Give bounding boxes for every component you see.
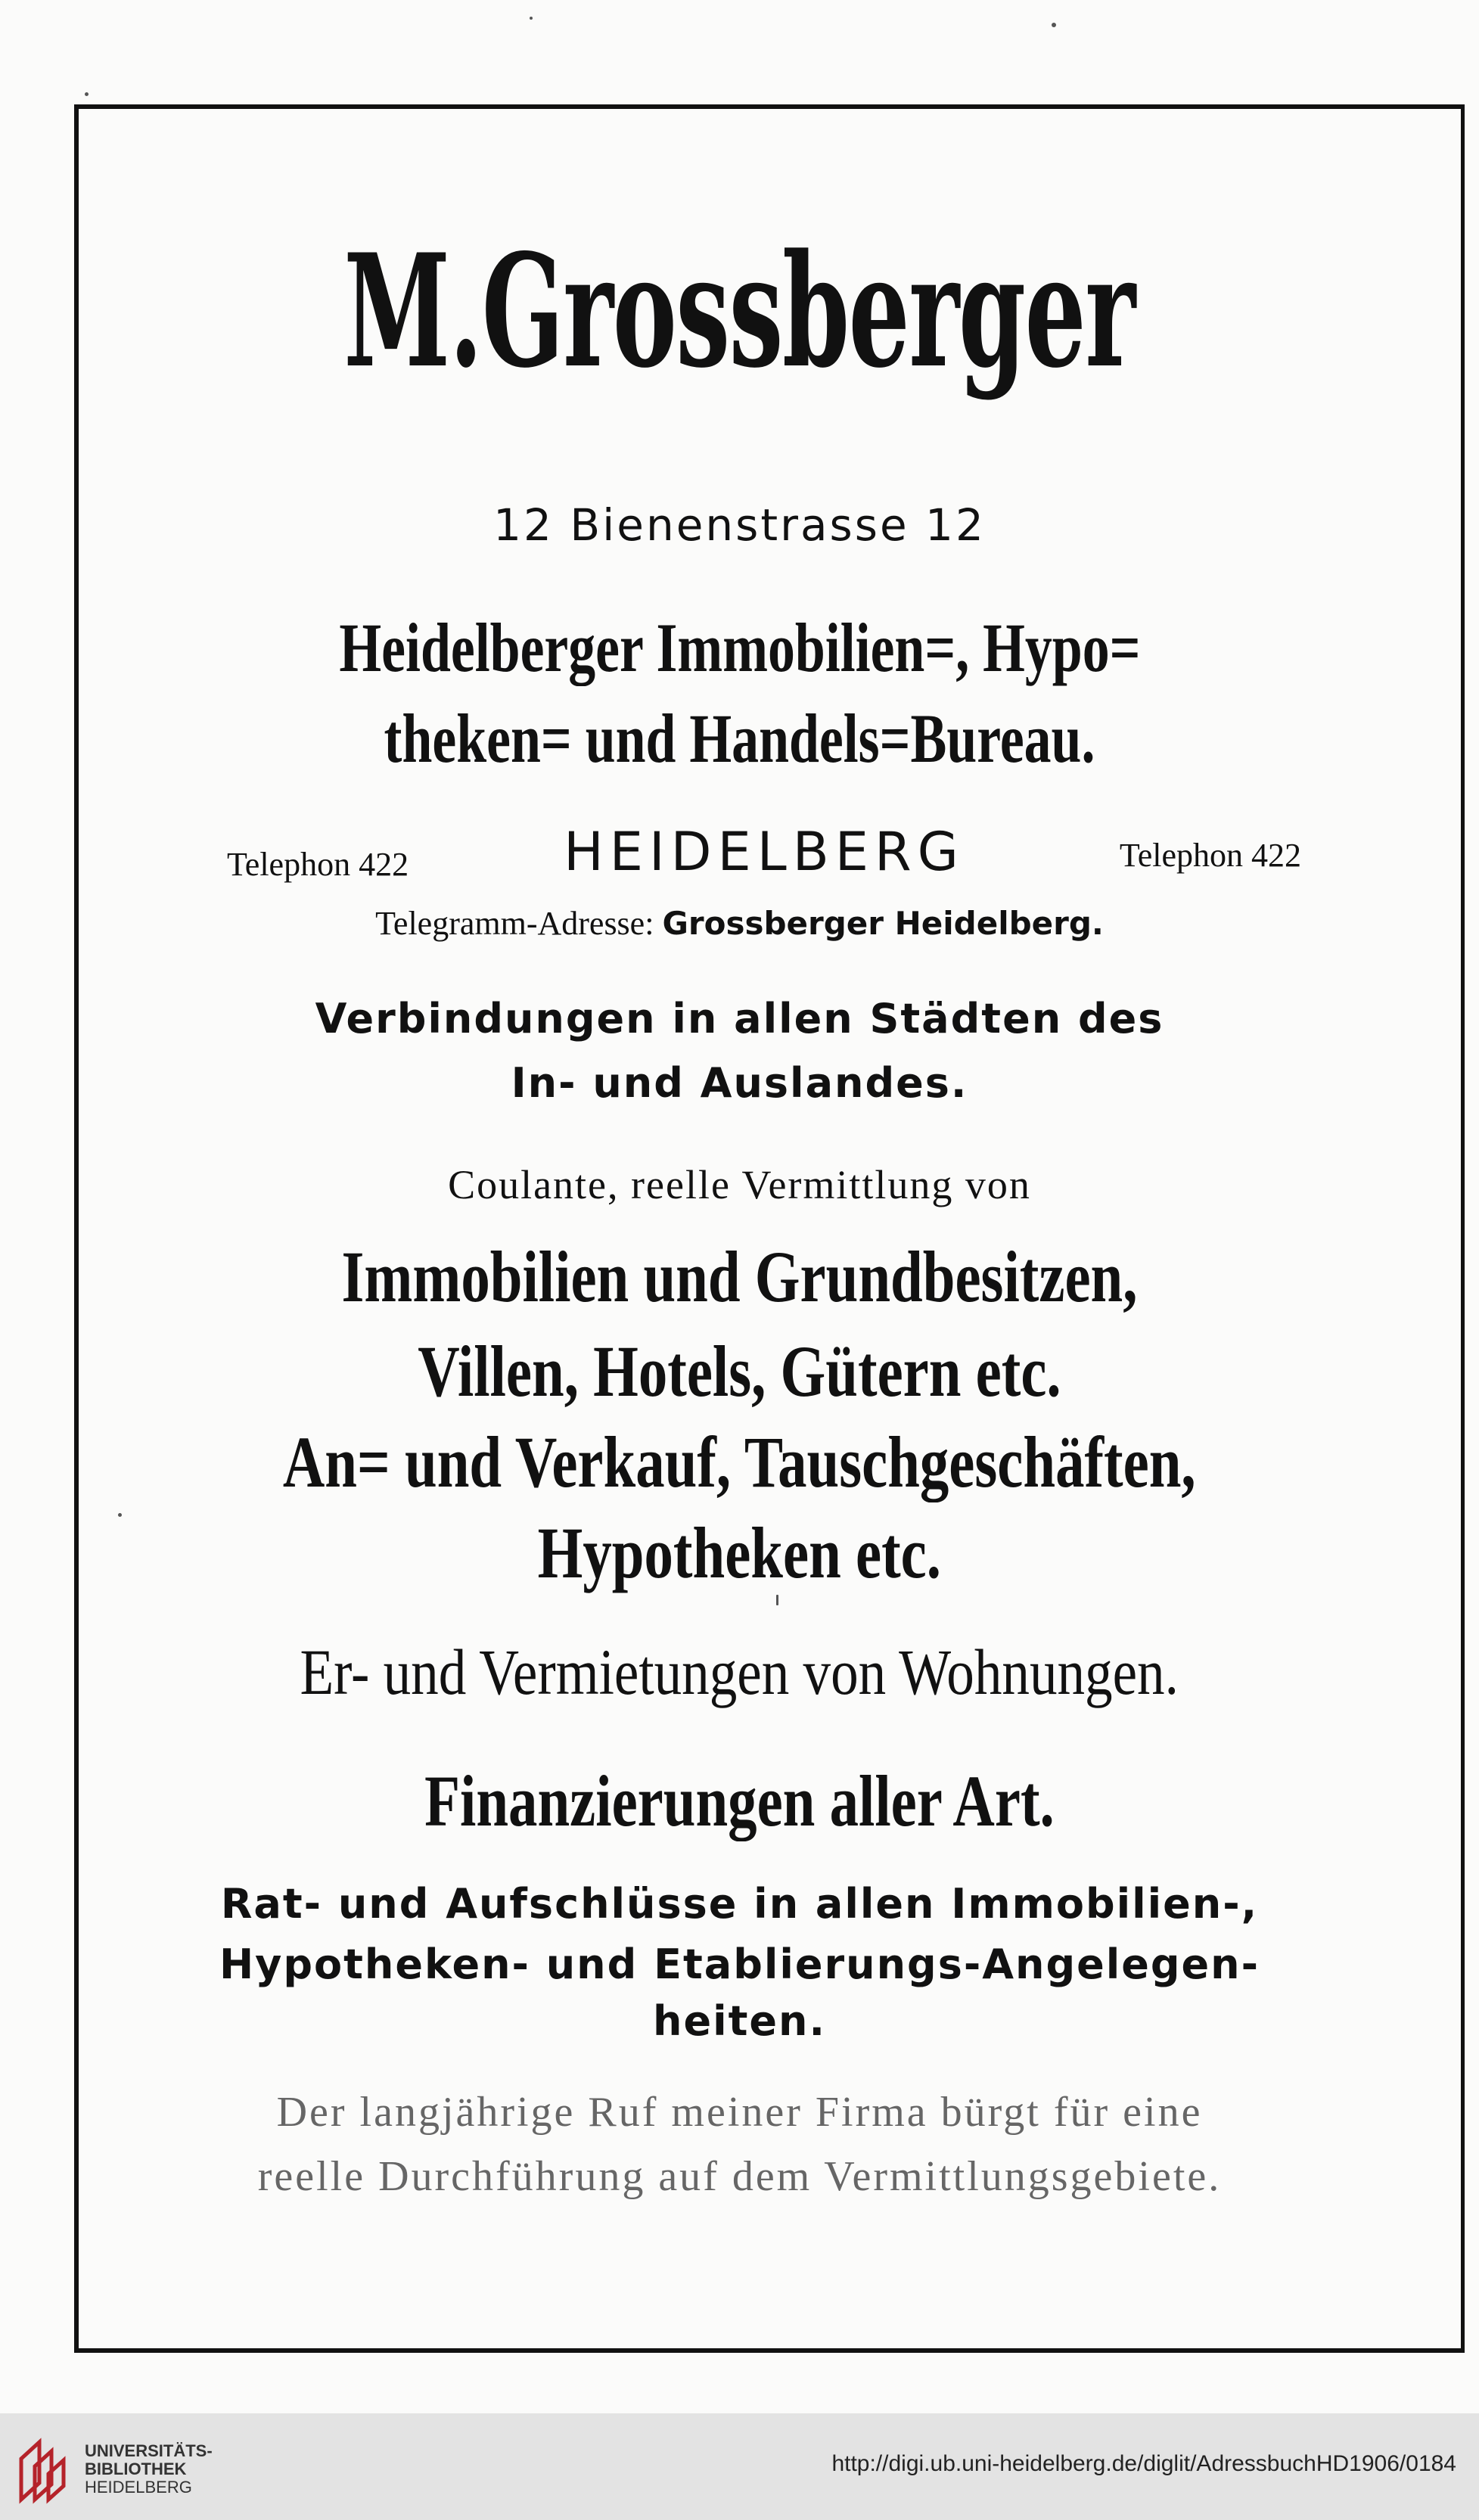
rentals-line — [0, 1634, 1479, 1710]
bureau-line-2 — [0, 700, 1479, 777]
services-line-4-text: Hypotheken etc. — [537, 1512, 942, 1593]
services-line-2 — [0, 1331, 1479, 1412]
print-speck — [530, 17, 533, 20]
firm-name — [0, 221, 1479, 402]
bureau-line-2-text: theken= und Handels=Bureau. — [384, 700, 1095, 777]
bureau-line-1 — [0, 609, 1479, 686]
firm-name-text: M.Grossberger — [343, 221, 1136, 402]
telegram-address — [0, 904, 1479, 943]
advice-line-1: Rat- und Aufschlüsse in allen Immobilien-, — [220, 1880, 1259, 1928]
services-line-1 — [0, 1236, 1479, 1317]
connections-line-2: In- und Auslandes. — [511, 1059, 968, 1107]
telegram-label: Telegramm-Adresse: — [375, 905, 654, 942]
street-address: 12 Bienenstrasse 12 — [493, 499, 986, 551]
bureau-line-1-text: Heidelberger Immobilien=, Hypo= — [338, 609, 1141, 686]
advice-line-2: Hypotheken- und Etablierungs-Angelegen- — [219, 1940, 1260, 1988]
source-url-link[interactable]: http://digi.ub.uni-heidelberg.de/diglit/AdressbuchHD1906/0184 — [831, 2451, 1456, 2476]
university-library-logo-icon — [17, 2436, 71, 2504]
telephon-left: Telephon 422 — [227, 846, 409, 883]
advice-line-3: heiten. — [653, 1997, 826, 2045]
services-line-3 — [0, 1422, 1479, 1502]
library-name — [85, 2442, 213, 2497]
library-name-line-3: HEIDELBERG — [85, 2478, 192, 2497]
connections-line-1: Verbindungen in allen Städten des — [315, 995, 1164, 1042]
telegram-value: Grossberger Heidelberg. — [662, 905, 1104, 942]
financing-line-text: Finanzierungen aller Art. — [424, 1760, 1055, 1841]
services-line-1-text: Immobilien und Grundbesitzen, — [341, 1236, 1138, 1317]
reputation-line-1: Der langjährige Ruf meiner Firma bürgt für eine — [276, 2089, 1203, 2136]
print-speck — [85, 92, 89, 96]
services-line-2-text: Villen, Hotels, Gütern etc. — [418, 1331, 1061, 1412]
reputation-line-2: reelle Durchführung auf dem Vermittlungsgebiete. — [257, 2153, 1222, 2200]
services-line-4 — [0, 1512, 1479, 1593]
coulante-line: Coulante, reelle Vermittlung von — [448, 1162, 1031, 1207]
rentals-line-text: Er- und Vermietungen von Wohnungen. — [300, 1636, 1179, 1708]
library-footer — [0, 2413, 1479, 2520]
services-line-3-text: An= und Verkauf, Tauschgeschäften, — [283, 1422, 1196, 1502]
financing-line — [0, 1759, 1479, 1843]
city-row — [227, 821, 1301, 889]
library-name-line-2: BIBLIOTHEK — [85, 2459, 187, 2478]
library-name-line-1: UNIVERSITÄTS- — [85, 2441, 213, 2460]
telephon-right: Telephon 422 — [1119, 837, 1301, 874]
print-speck — [1052, 23, 1056, 27]
city-name: HEIDELBERG — [564, 821, 965, 883]
